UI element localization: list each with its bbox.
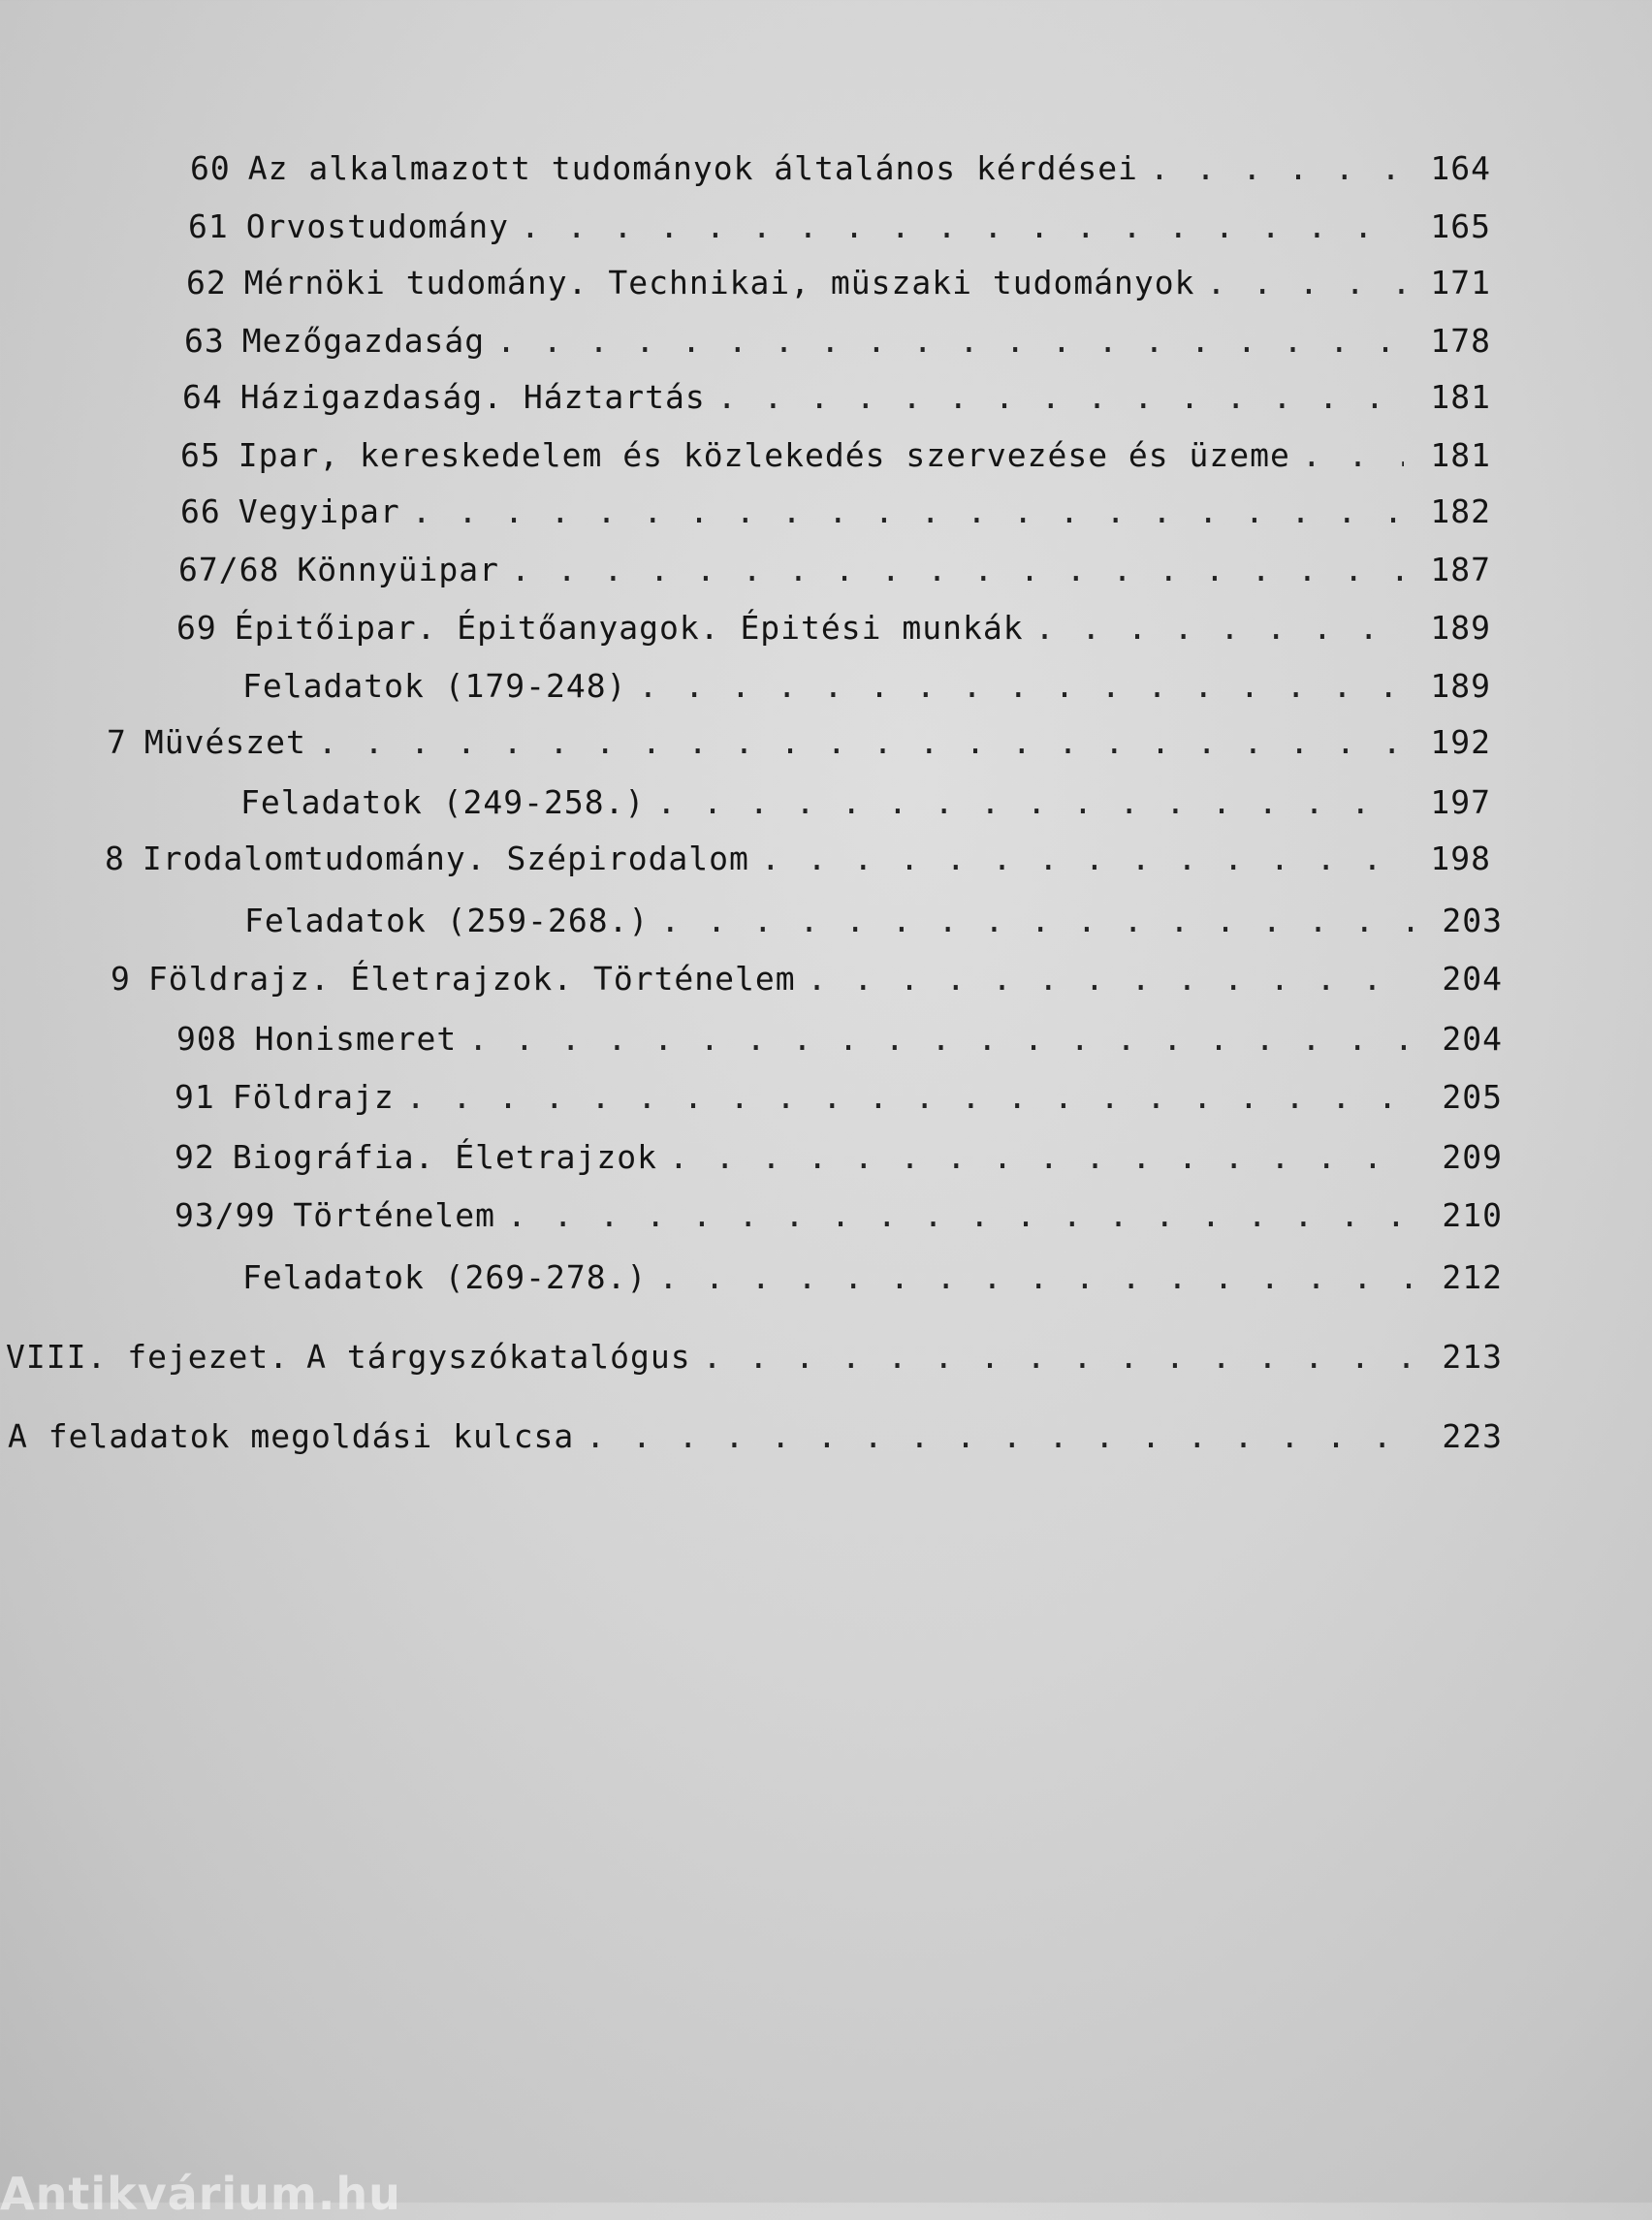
toc-entry-page: 212 <box>1442 1258 1503 1296</box>
toc-entry-title: Feladatok (259-268.) <box>244 902 650 939</box>
toc-entry-number: 91 <box>175 1078 215 1116</box>
toc-entry-number: 9 <box>111 960 131 998</box>
dot-leader <box>658 1258 1415 1296</box>
toc-entry-number: 62 <box>186 264 227 301</box>
dot-leader <box>761 840 1404 877</box>
toc-entry-page: 187 <box>1430 551 1491 588</box>
toc-entry <box>178 551 1491 588</box>
toc-entry-title: Honismeret <box>254 1020 458 1058</box>
dot-leader <box>521 207 1404 245</box>
dot-leader <box>496 322 1404 360</box>
dot-leader <box>412 492 1404 530</box>
toc-entry-title: Földrajz <box>232 1078 395 1116</box>
toc-entry <box>176 1020 1503 1058</box>
toc-entry-page: 198 <box>1430 840 1491 877</box>
toc-entry-title: Irodalomtudomány. Szépirodalom <box>142 840 749 877</box>
toc-entry-number: 8 <box>105 840 125 877</box>
toc-entry <box>180 436 1491 474</box>
toc-entry-number: 60 <box>190 149 231 187</box>
dot-leader <box>1302 436 1404 474</box>
toc-entry-title: Mérnöki tudomány. Technikai, müszaki tudományok <box>243 264 1195 301</box>
toc-entry-page: 164 <box>1430 149 1491 187</box>
toc-entry-number: 92 <box>175 1138 215 1176</box>
toc-entry-page: 204 <box>1442 960 1503 998</box>
dot-leader <box>406 1078 1415 1116</box>
toc-entry <box>244 902 1503 939</box>
toc-entry-number: 63 <box>184 322 225 360</box>
toc-entry-title: Feladatok (249-258.) <box>240 783 646 821</box>
dot-leader <box>1035 609 1404 647</box>
toc-entry-title: A feladatok megoldási kulcsa <box>8 1417 575 1455</box>
toc-entry-page: 178 <box>1430 322 1491 360</box>
watermark: Antikvárium.hu <box>0 2168 401 2220</box>
toc-entry-page: 189 <box>1430 609 1491 647</box>
dot-leader <box>1150 149 1404 187</box>
toc-entry <box>175 1138 1503 1176</box>
dot-leader <box>639 667 1405 705</box>
toc-entry-title: Könnyüipar <box>297 551 500 588</box>
toc-entry-number: 66 <box>180 492 221 530</box>
toc-entry <box>107 723 1491 761</box>
toc-entry <box>182 378 1491 416</box>
toc-entry-title: Házigazdaság. Háztartás <box>239 378 706 416</box>
toc-chapter-entry <box>8 1417 1503 1455</box>
dot-leader <box>1207 264 1404 301</box>
toc-entry <box>188 207 1491 245</box>
dot-leader <box>669 1138 1415 1176</box>
toc-entry-title: Müvészet <box>143 723 306 761</box>
toc-entry <box>180 492 1491 530</box>
toc-entry-number: 7 <box>107 723 127 761</box>
dot-leader <box>703 1338 1415 1376</box>
toc-entry-page: 181 <box>1430 378 1491 416</box>
toc-entry-number: VIII. fejezet. <box>6 1338 290 1376</box>
toc-entry-page: 182 <box>1430 492 1491 530</box>
toc-entry-page: 213 <box>1442 1338 1503 1376</box>
toc-chapter-entry <box>6 1338 1503 1376</box>
toc-entry <box>176 609 1491 647</box>
toc-entry-title: Vegyipar <box>238 492 400 530</box>
toc-entry-number: 64 <box>182 378 223 416</box>
toc-entry-title: Biográfia. Életrajzok <box>232 1138 657 1176</box>
toc-entry-page: 197 <box>1430 783 1491 821</box>
toc-entry-page: 181 <box>1430 436 1491 474</box>
toc-entry-title: A tárgyszókatalógus <box>306 1338 691 1376</box>
toc-entry-number: 65 <box>180 436 221 474</box>
toc-entry <box>240 783 1491 821</box>
dot-leader <box>468 1020 1415 1058</box>
toc-entry-number: 908 <box>176 1020 238 1058</box>
dot-leader <box>511 551 1404 588</box>
toc-entry-page: 204 <box>1442 1020 1503 1058</box>
toc-entry-title: Feladatok (179-248) <box>242 667 627 705</box>
toc-entry-page: 209 <box>1442 1138 1503 1176</box>
toc-entry <box>190 149 1491 187</box>
toc-entry-page: 171 <box>1430 264 1491 301</box>
toc-entry-title: Épitőipar. Épitőanyagok. Épitési munkák <box>234 609 1024 647</box>
toc-entry <box>175 1078 1503 1116</box>
toc-entry <box>186 264 1491 301</box>
toc-entry <box>175 1196 1503 1234</box>
toc-entry-number: 69 <box>176 609 217 647</box>
toc-entry <box>242 1258 1503 1296</box>
toc-entry-page: 203 <box>1442 902 1503 939</box>
toc-entry-page: 192 <box>1430 723 1491 761</box>
toc-entry-title: Feladatok (269-278.) <box>242 1258 648 1296</box>
toc-entry-title: Orvostudomány <box>245 207 510 245</box>
toc-entry-number: 93/99 <box>175 1196 276 1234</box>
dot-leader <box>507 1196 1415 1234</box>
dot-leader <box>586 1417 1415 1455</box>
toc-entry-title: Mezőgazdaság <box>241 322 486 360</box>
dot-leader <box>717 378 1404 416</box>
dot-leader <box>660 902 1415 939</box>
dot-leader <box>808 960 1415 998</box>
toc-entry-page: 189 <box>1430 667 1491 705</box>
toc-entry <box>111 960 1503 998</box>
toc-entry-title: Földrajz. Életrajzok. Történelem <box>147 960 796 998</box>
toc-entry <box>242 667 1491 705</box>
toc-entry <box>184 322 1491 360</box>
toc-entry-page: 210 <box>1442 1196 1503 1234</box>
toc-entry-number: 61 <box>188 207 229 245</box>
dot-leader <box>656 783 1404 821</box>
toc-entry-page: 205 <box>1442 1078 1503 1116</box>
toc-entry-title: Történelem <box>293 1196 496 1234</box>
toc-entry-page: 223 <box>1442 1417 1503 1455</box>
dot-leader <box>318 723 1404 761</box>
toc-entry-title: Az alkalmazott tudományok általános kérdései <box>247 149 1138 187</box>
toc-entry-number: 67/68 <box>178 551 280 588</box>
toc-entry-title: Ipar, kereskedelem és közlekedés szervezése és üzeme <box>238 436 1290 474</box>
toc-entry-page: 165 <box>1430 207 1491 245</box>
toc-entry <box>105 840 1491 877</box>
